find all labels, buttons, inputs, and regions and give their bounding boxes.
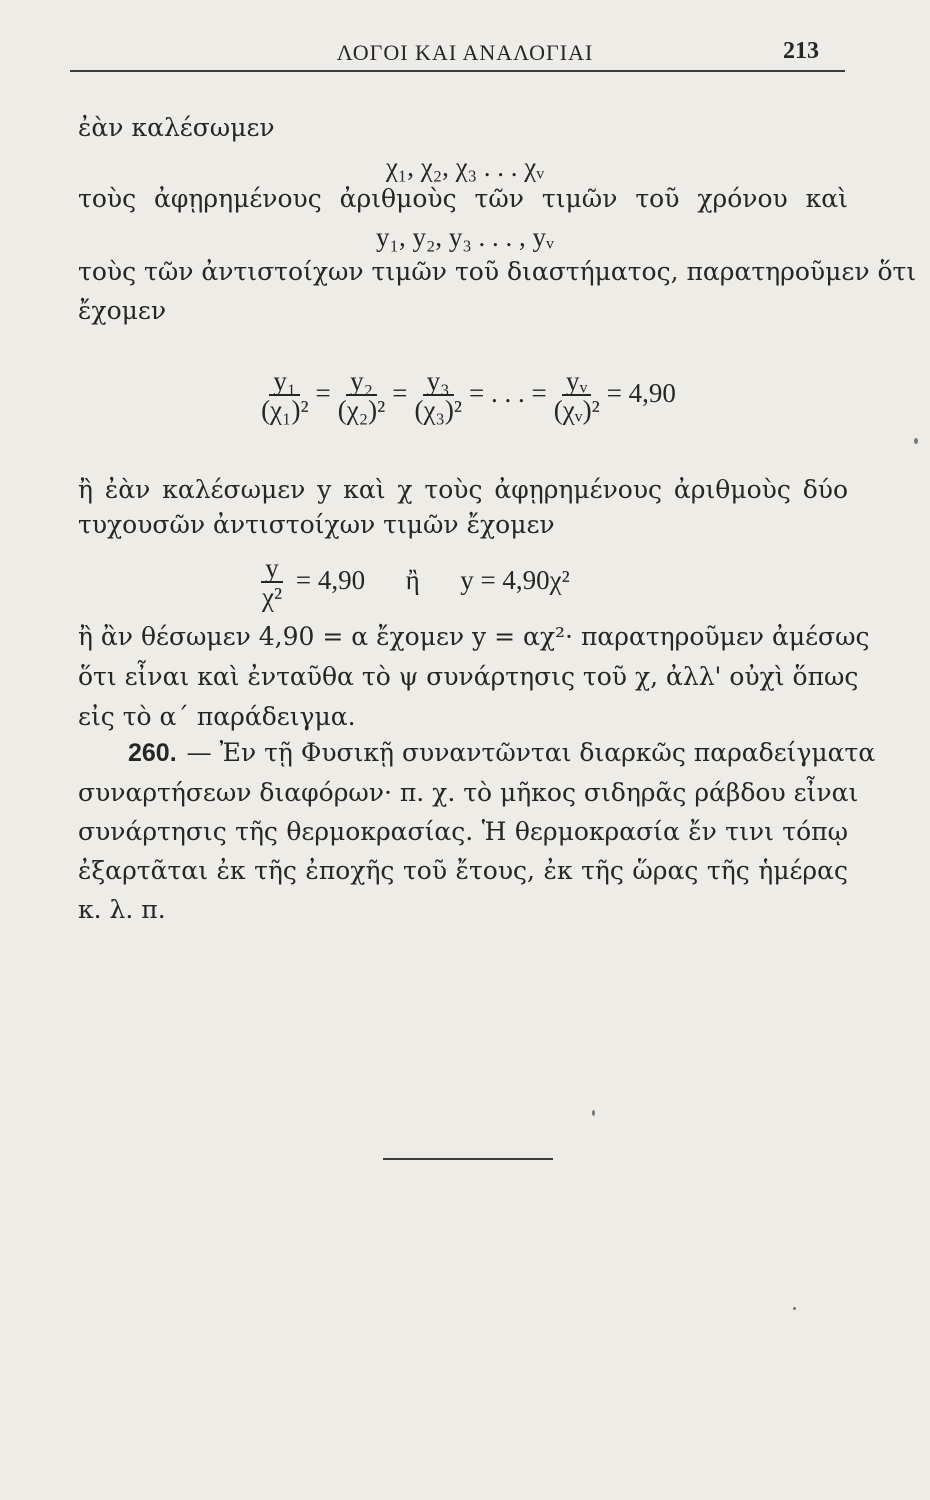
text-line-10: — Ἐν τῇ Φυσικῇ συναντῶνται διαρκῶς παραδείγματα	[186, 738, 876, 767]
text-line-1: ἐὰν καλέσωμεν	[78, 113, 275, 142]
text-line-14: κ. λ. π.	[78, 895, 166, 924]
ratio-equation	[0, 368, 930, 424]
fraction-1-numerator: y₁	[269, 368, 300, 396]
equals-sign: =	[315, 378, 331, 409]
equation-value: = 4,90 ἢ y = 4,90χ²	[295, 565, 570, 596]
ratio-result: = 4,90	[606, 378, 676, 409]
print-speck	[914, 438, 918, 444]
fraction-v-numerator: yᵥ	[562, 368, 591, 396]
ellipsis: = . . . =	[468, 378, 547, 409]
fraction-v	[550, 368, 604, 424]
section-260-line	[128, 738, 876, 768]
fraction-y-numerator: y	[261, 555, 283, 583]
fraction-1-denominator: (χ₁)²	[261, 395, 309, 425]
text-line-9: εἰς τὸ α΄ παράδειγμα.	[78, 702, 356, 731]
text-line-8: ὅτι εἶναι καὶ ἐνταῦθα τὸ ψ συνάρτησις τοῦ χ, ἀλλ' οὐχὶ ὅπως	[78, 662, 859, 691]
print-speck	[793, 1307, 796, 1310]
fraction-y-x2	[258, 555, 286, 611]
text-line-12: συνάρτησις τῆς θερμοκρασίας. Ἡ θερμοκρασία ἔν τινι τόπῳ	[78, 817, 848, 846]
fraction-v-denominator: (χᵥ)²	[553, 395, 600, 425]
end-rule	[383, 1158, 553, 1160]
text-line-2: τοὺς ἀφῃρημένους ἀριθμοὺς τῶν τιμῶν τοῦ χρόνου καὶ	[78, 184, 848, 213]
text-line-7: ἢ ἂν θέσωμεν 4,90 = α ἔχομεν y = αχ²· παρατηροῦμεν ἀμέσως	[78, 622, 870, 651]
text-line-11: συναρτήσεων διαφόρων· π. χ. τὸ μῆκος σιδηρᾶς ράβδου εἶναι	[78, 778, 859, 807]
text-line-4: ἔχομεν	[78, 296, 167, 325]
text-line-3: τοὺς τῶν ἀντιστοίχων τιμῶν τοῦ διαστήματος, παρατηροῦμεν ὅτι	[78, 257, 917, 286]
fraction-2	[334, 368, 389, 424]
text-line-13: ἐξαρτᾶται ἐκ τῆς ἐποχῆς τοῦ ἔτους, ἐκ τῆς ὥρας τῆς ἡμέρας	[78, 856, 848, 885]
equation-y-over-x2	[255, 555, 755, 611]
equals-sign: =	[392, 378, 408, 409]
running-header: ΛΟΓΟΙ ΚΑΙ ΑΝΑΛΟΓΙΑΙ	[336, 40, 594, 65]
fraction-3	[411, 368, 466, 424]
text-line-6: τυχουσῶν ἀντιστοίχων τιμῶν ἔχομεν	[78, 510, 555, 539]
fraction-3-numerator: y₃	[423, 368, 454, 396]
print-speck	[592, 1110, 595, 1116]
equation-y-list: y₁, y₂, y₃ . . . , yᵥ	[376, 222, 554, 252]
fraction-3-denominator: (χ₃)²	[414, 395, 462, 425]
fraction-2-numerator: y₂	[346, 368, 377, 396]
text-line-5: ἢ ἐὰν καλέσωμεν y καὶ χ τοὺς ἀφῃρημένους ἀριθμοὺς δύο	[78, 475, 848, 504]
fraction-2-denominator: (χ₂)²	[337, 395, 386, 425]
header-rule	[70, 70, 845, 72]
fraction-1	[257, 368, 312, 424]
page-number: 213	[783, 38, 819, 64]
fraction-x2-denominator: χ²	[262, 582, 283, 612]
equation-x-list: χ₁, χ₂, χ₃ . . . χᵥ	[385, 152, 545, 182]
section-number: 260.	[128, 739, 177, 767]
